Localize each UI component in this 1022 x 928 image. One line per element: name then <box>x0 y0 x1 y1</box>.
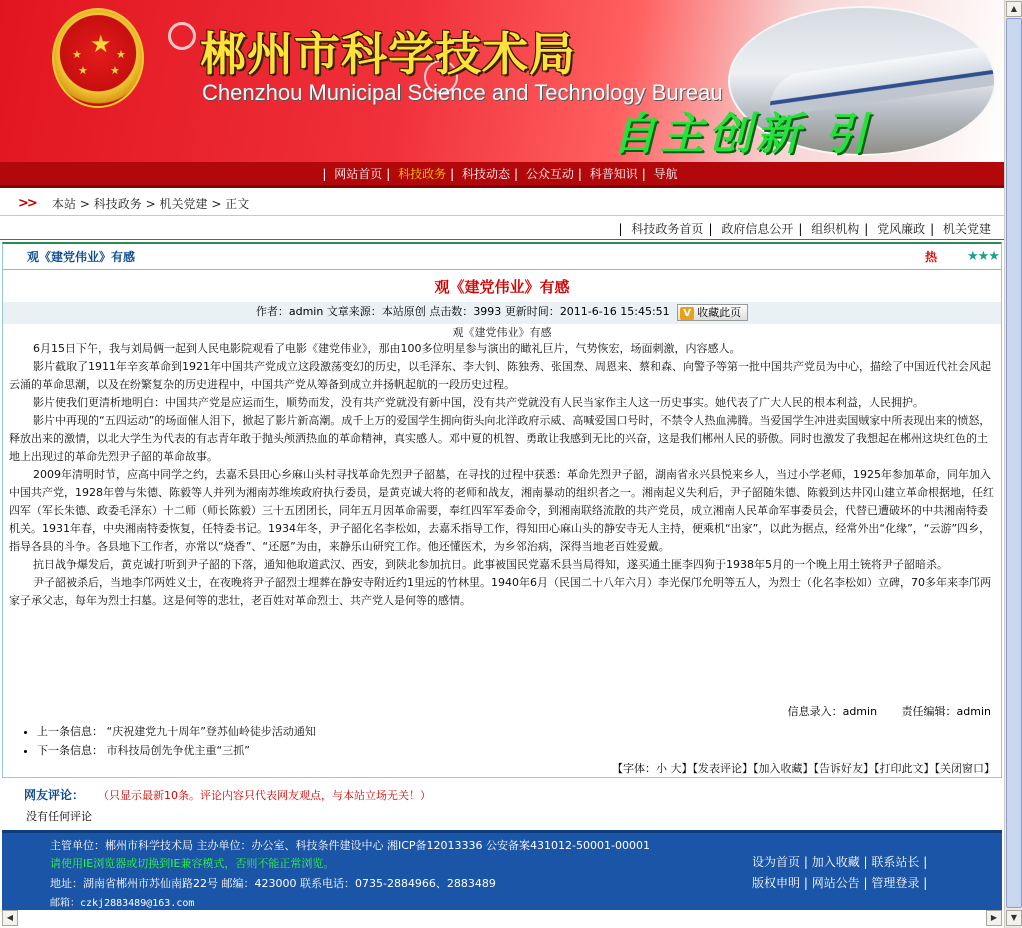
contact-admin-link[interactable]: 联系站长 <box>871 855 920 869</box>
entered-by-value: admin <box>842 705 878 718</box>
nav-tech-news[interactable]: 科技动态 <box>461 167 510 181</box>
prev-next-list <box>37 722 316 760</box>
main-nav <box>0 162 1004 188</box>
footer-address: 地址：湖南省郴州市苏仙南路22号 邮编：423000 联系电话：0735-2884966、2883489 <box>50 877 496 890</box>
footer-links-row: 版权申明 | 网站公告 | 管理登录 | <box>752 876 928 890</box>
font-size-close: 】 <box>681 762 693 775</box>
scroll-up-arrow-icon[interactable]: ▲ <box>1006 1 1022 17</box>
author-value: admin <box>288 305 324 318</box>
article-paragraph: 影片中再现的“五四运动”的场面催人泪下，掀起了影片新高潮。成千上万的爱国学生拥向街头向北洋政府示威、高喊爱国口号时，不禁令人热血沸腾。当爱国学生冲进卖国贼家中所表现出来的愤怒，释放出来的激情，以北大学生为代表的有志青年敢于抛头颅洒热血的革命精神，真实感人。邓中夏的机智、勇敢让我感到无比的兴奋，这是我们郴州人民的骄傲。同时也激发了我想起在郴州这块红色的土地上出现过的革命先烈尹子韶的革命故事。 <box>9 414 991 463</box>
nav-separator: | <box>450 167 455 181</box>
subnav-separator: | <box>618 222 623 236</box>
editor-value: admin <box>956 705 991 718</box>
editor-label: 责任编辑： <box>901 705 957 718</box>
footer-links-row: 设为首页 | 加入收藏 | 联系站长 | <box>752 855 928 869</box>
subnav-separator: | <box>930 222 935 236</box>
set-homepage-link[interactable]: 设为首页 <box>752 855 801 869</box>
breadcrumb-party-building[interactable]: 机关党建 <box>159 197 208 211</box>
print-link[interactable]: 【打印此文】 <box>874 762 935 775</box>
scroll-left-arrow-icon[interactable]: ◀ <box>2 910 18 926</box>
article-title: 观《建党伟业》有感 <box>434 278 570 296</box>
admin-login-link[interactable]: 管理登录 <box>871 876 920 890</box>
article-body <box>9 340 997 610</box>
article-paragraph: 2009年清明时节，应高中同学之约，去嘉禾县田心乡麻山头村寻找革命先烈尹子韶墓，在寻找的过程中获悉：革命先烈尹子韶，湖南省永兴县悦来乡人，当过小学老师，1925年参加革命，同年加入中国共产党，1928年曾与朱德、陈毅等人并列为湘南苏维埃政府执行委员，是黄克诚大将的老师和战友，湘南暴动的组织者之一。湘南起义失利后，尹子韶随朱德、陈毅到达井冈山建立革命根据地，任红四军（军长朱德、政委毛泽东）十二师（师长陈毅）三十五团团长，同年五月因革命需要，奉红四军军委命令，到湘南联络流散的共产党员，成立湘南人民革命军事委员会，代替已遭破坏的中共湘南特委机关。1931年春，中央湘南特委恢复，任特委书记。1934年冬，尹子韶化名李松如，去嘉禾指导工作，得知田心麻山头的静安寺无人主持，便乘机“出家”，以此为据点，经常外出“化缘”，“云游”四乡，指导各县的斗争。各县地下工作者，亦常以“烧香”、“还愿”为由，来静乐山研究工作。他还懂医术，为乡邻治病，深得当地老百姓爱戴。 <box>9 468 994 553</box>
article-panel <box>2 242 1002 778</box>
prev-label: 上一条信息： <box>37 725 103 738</box>
favorite-v-icon: V <box>680 307 694 320</box>
nav-navigation[interactable]: 导航 <box>653 167 678 181</box>
updated-value: 2011-6-16 15:45:51 <box>559 305 670 318</box>
site-footer <box>2 830 1002 910</box>
national-emblem-icon: ★ ★ ★ ★ ★ <box>52 8 144 108</box>
next-label: 下一条信息： <box>37 744 103 757</box>
site-title: 郴州市科学技术局 <box>200 27 576 81</box>
article-tools <box>3 760 1001 778</box>
nav-science-knowledge[interactable]: 科普知识 <box>589 167 638 181</box>
nav-separator: | <box>514 167 519 181</box>
nav-public-interaction[interactable]: 公众互动 <box>525 167 574 181</box>
breadcrumb <box>0 192 1004 216</box>
subnav-separator: | <box>864 222 869 236</box>
comments-section <box>2 780 1002 828</box>
rating-stars-icon: ★★★ <box>967 249 999 264</box>
footer-organizer: 主管单位：郴州市科学技术局 主办单位：办公室、科技条件建设中心 湘ICP备12013336 公安备案431012-50001-00001 <box>50 839 650 852</box>
article-paragraph: 6月15日下午，我与刘局俩一起到人民电影院观看了电影《建党伟业》，那由100多位明星参与演出的瞰礼巨片，气势恢宏，场面刺激，内容感人。 <box>33 342 741 355</box>
entered-by-label: 信息录入： <box>787 705 843 718</box>
site-banner <box>0 0 1004 162</box>
breadcrumb-sep: > <box>211 197 222 211</box>
clicks-value: 3993 <box>473 305 502 318</box>
subnav-organization[interactable]: 组织机构 <box>811 222 860 236</box>
prev-link[interactable]: “庆祝建党九十周年”登苏仙岭徒步活动通知 <box>106 725 316 738</box>
footer-email: 邮箱：czkj2883489@163.com <box>50 898 195 909</box>
article-header-title: 观《建党伟业》有感 <box>27 250 136 264</box>
subnav-clean-government[interactable]: 党风廉政 <box>877 222 926 236</box>
source-label: 文章来源： <box>326 305 382 318</box>
footer-browser-notice: 请使用IE浏览器或切换到IE兼容模式，否则不能正常浏览。 <box>50 857 335 870</box>
favorite-page-label: 收藏此页 <box>697 305 742 319</box>
nav-separator: | <box>322 167 327 181</box>
copyright-link[interactable]: 版权申明 <box>752 876 801 890</box>
article-header <box>3 244 1001 270</box>
font-large-link[interactable]: 大 <box>670 762 682 775</box>
subnav-gov-home[interactable]: 科技政务首页 <box>631 222 704 236</box>
subnav-separator: | <box>708 222 713 236</box>
tell-friend-link[interactable]: 【告诉好友】 <box>813 762 874 775</box>
prev-item <box>37 722 316 741</box>
scroll-right-arrow-icon[interactable]: ▶ <box>986 910 1002 926</box>
article-paragraph: 影片截取了1911年辛亥革命到1921年中国共产党成立这段激荡变幻的历史，以毛泽东、李大钊、陈独秀、张国焘、周恩来、蔡和森、向警予等第一批中国共产党员为中心，描绘了中国近代社会风起云涌的革命思潮，以及在纷繁复杂的历史进程中，中国共产党从筹备到成立并扬帆起航的一段历史过程。 <box>9 360 991 391</box>
scrollbar-thumb[interactable] <box>1006 18 1022 908</box>
font-size-label: 【字体： <box>612 762 656 775</box>
add-favorite-link[interactable]: 【加入收藏】 <box>753 762 814 775</box>
author-label: 作者： <box>255 305 289 318</box>
breadcrumb-home[interactable]: 本站 <box>52 197 77 211</box>
comments-notice: （只显示最新10条。评论内容只代表网友观点，与本站立场无关！） <box>98 789 431 802</box>
site-subtitle: Chenzhou Municipal Science and Technology Bureau <box>202 80 723 105</box>
hot-badge: 热 <box>925 250 938 264</box>
comments-label: 网友评论： <box>24 788 85 802</box>
entry-info <box>3 702 1001 722</box>
nav-separator: | <box>386 167 391 181</box>
comments-empty: 没有任何评论 <box>26 810 92 823</box>
next-item <box>37 741 316 760</box>
nav-separator: | <box>641 167 646 181</box>
source-value: 本站原创 <box>381 305 426 318</box>
favorite-page-button[interactable] <box>677 304 748 321</box>
article-meta <box>3 302 1001 324</box>
post-comment-link[interactable]: 【发表评论】 <box>692 762 753 775</box>
vertical-scrollbar[interactable] <box>1004 0 1022 928</box>
add-favorite-footer-link[interactable]: 加入收藏 <box>811 855 860 869</box>
subnav-separator: | <box>798 222 803 236</box>
breadcrumb-gov-affairs[interactable]: 科技政务 <box>93 197 142 211</box>
site-notice-link[interactable]: 网站公告 <box>811 876 860 890</box>
subnav-party-building[interactable]: 机关党建 <box>942 222 991 236</box>
breadcrumb-current: 正文 <box>225 197 250 211</box>
scroll-down-arrow-icon[interactable]: ▼ <box>1006 910 1022 926</box>
sub-nav <box>0 218 1004 240</box>
article-subtitle: 观《建党伟业》有感 <box>452 326 552 339</box>
nav-separator: | <box>577 167 582 181</box>
subnav-info-disclosure[interactable]: 政府信息公开 <box>721 222 794 236</box>
article-paragraph: 尹子韶被杀后，当地李邝两姓义士，在夜晚将尹子韶烈士埋葬在静安寺附近约1里远的竹林里。1940年6月（民国二十八年六月）李光保邝允明等五人，为烈士（化名李松如）立碑，70多年来李邝两家子承父志，每年为烈士扫墓。这是何等的悲壮，老百姓对革命烈士、共产党人是何等的感情。 <box>9 576 991 607</box>
font-small-link[interactable]: 小 <box>656 762 667 775</box>
nav-gov-affairs[interactable]: 科技政务 <box>398 167 447 181</box>
decor-ring <box>168 22 196 50</box>
next-link[interactable]: 市科技局创先争优主重“三抓” <box>106 744 250 757</box>
updated-label: 更新时间： <box>504 305 560 318</box>
breadcrumb-path <box>52 192 249 216</box>
close-window-link[interactable]: 【关闭窗口】 <box>934 762 995 775</box>
nav-home[interactable]: 网站首页 <box>334 167 383 181</box>
article-paragraph: 影片使我们更清析地明白：中国共产党是应运而生，顺势而发，没有共产党就没有新中国，没有共产党就没有人民当家作主人这一历史事实。她代表了广大人民的根本利益，人民拥护。 <box>33 396 924 409</box>
breadcrumb-sep: > <box>145 197 156 211</box>
clicks-label: 点击数： <box>429 305 474 318</box>
double-arrow-icon: >> <box>18 196 36 211</box>
slogan-text: 自主创新 引 <box>612 109 872 160</box>
breadcrumb-sep: > <box>79 197 90 211</box>
article-paragraph: 抗日战争爆发后，黄克诚打听到尹子韶的下落，通知他取道武汉、西安，到陕北参加抗日。此事被国民党嘉禾县当局得知，遂买通土匪李四狗于1938年5月的一个晚上用土铳将尹子韶暗杀。 <box>33 558 948 571</box>
